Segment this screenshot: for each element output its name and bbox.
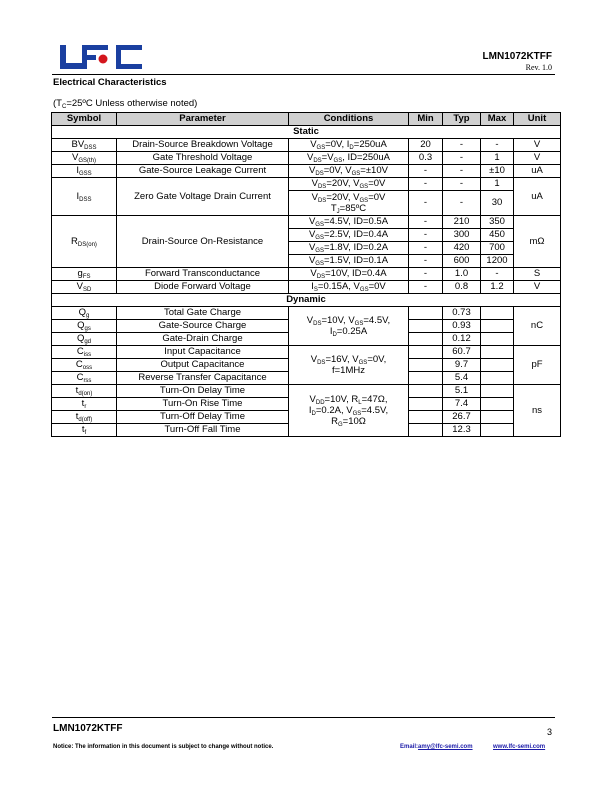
typ-cell: - bbox=[443, 178, 481, 191]
table-row bbox=[52, 307, 561, 320]
parameter-cell: Forward Transconductance bbox=[117, 268, 289, 281]
footer-website-link[interactable]: www.lfc-semi.com bbox=[493, 744, 546, 750]
parameter-cell: Gate-Source Leakage Current bbox=[117, 165, 289, 178]
conditions-cell: $V_{DS}=0V$, $V_{GS}=\pm 10V$ bbox=[289, 165, 409, 178]
min-cell bbox=[409, 307, 443, 320]
conditions-cell: $V_{GS}=0V$, $I_D=250uA$ bbox=[289, 139, 409, 152]
max-cell: 1 bbox=[481, 178, 514, 191]
unit-cell: V bbox=[514, 152, 561, 165]
parameter-cell: Gate Threshold Voltage bbox=[117, 152, 289, 165]
symbol-cell: $V_{GS(th)}$ bbox=[52, 152, 117, 165]
max-cell: 1200 bbox=[481, 255, 514, 268]
conditions-cell: $V_{GS}=1.5V$, ID=0.1A bbox=[289, 255, 409, 268]
col-header-unit: Unit bbox=[514, 113, 561, 126]
symbol-cell: $t_{d(off)}$ bbox=[52, 411, 117, 424]
max-cell bbox=[481, 320, 514, 333]
min-cell bbox=[409, 398, 443, 411]
min-cell bbox=[409, 372, 443, 385]
symbol-cell: $t_f$ bbox=[52, 424, 117, 437]
table-row bbox=[52, 346, 561, 359]
page-number: 3 bbox=[546, 727, 552, 737]
electrical-characteristics-table bbox=[51, 112, 561, 437]
parameter-cell: Reverse Transfer Capacitance bbox=[117, 372, 289, 385]
symbol-cell: $Q_{gs}$ bbox=[52, 320, 117, 333]
table-row bbox=[52, 165, 561, 178]
typ-cell: - bbox=[443, 165, 481, 178]
header-revision: Rev. 1.0 bbox=[525, 63, 552, 72]
typ-cell: 600 bbox=[443, 255, 481, 268]
typ-cell: - bbox=[443, 191, 481, 216]
max-cell: ±10 bbox=[481, 165, 514, 178]
max-cell bbox=[481, 307, 514, 320]
unit-cell: mΩ bbox=[514, 216, 561, 268]
conditions-cell: $V_{DS}=10V$, $V_{GS}=4.5V$, $I_D=0.25A$ bbox=[289, 307, 409, 346]
symbol-cell: $R_{DS(on)}$ bbox=[52, 216, 117, 268]
symbol-cell: $C_{oss}$ bbox=[52, 359, 117, 372]
max-cell bbox=[481, 411, 514, 424]
parameter-cell: Diode Forward Voltage bbox=[117, 281, 289, 294]
typ-cell: 0.93 bbox=[443, 320, 481, 333]
min-cell bbox=[409, 346, 443, 359]
unit-cell: V bbox=[514, 281, 561, 294]
min-cell: - bbox=[409, 229, 443, 242]
max-cell bbox=[481, 398, 514, 411]
typ-cell: 1.0 bbox=[443, 268, 481, 281]
conditions-cell: $V_{GS}=4.5V$, ID=0.5A bbox=[289, 216, 409, 229]
table-row bbox=[52, 216, 561, 229]
max-cell: - bbox=[481, 139, 514, 152]
min-cell: - bbox=[409, 165, 443, 178]
symbol-cell: $I_{DSS}$ bbox=[52, 178, 117, 216]
typ-cell: 9.7 bbox=[443, 359, 481, 372]
max-cell: 1.2 bbox=[481, 281, 514, 294]
typ-cell: 420 bbox=[443, 242, 481, 255]
header-part-number: LMN1072KTFF bbox=[482, 51, 552, 62]
min-cell: - bbox=[409, 268, 443, 281]
parameter-cell: Total Gate Charge bbox=[117, 307, 289, 320]
min-cell: - bbox=[409, 191, 443, 216]
conditions-cell: $V_{DD}=10V$, $R_L=47\Omega$, $I_D=0.2A$, $V_{GS}=4.5V$, $R_G=10\Omega$ bbox=[289, 385, 409, 437]
header-divider bbox=[52, 74, 555, 75]
typ-cell: 0.73 bbox=[443, 307, 481, 320]
min-cell bbox=[409, 359, 443, 372]
max-cell: - bbox=[481, 268, 514, 281]
symbol-cell: $t_r$ bbox=[52, 398, 117, 411]
max-cell: 350 bbox=[481, 216, 514, 229]
parameter-cell: Turn-On Rise Time bbox=[117, 398, 289, 411]
max-cell bbox=[481, 359, 514, 372]
symbol-cell: $C_{rss}$ bbox=[52, 372, 117, 385]
symbol-cell: $t_{d(on)}$ bbox=[52, 385, 117, 398]
conditions-cell: $I_S=0.15A$, $V_{GS}=0V$ bbox=[289, 281, 409, 294]
parameter-cell: Drain-Source Breakdown Voltage bbox=[117, 139, 289, 152]
lfc-logo bbox=[58, 45, 142, 69]
min-cell: - bbox=[409, 242, 443, 255]
min-cell bbox=[409, 385, 443, 398]
max-cell: 1 bbox=[481, 152, 514, 165]
max-cell: 30 bbox=[481, 191, 514, 216]
min-cell bbox=[409, 424, 443, 437]
typ-cell: - bbox=[443, 152, 481, 165]
typ-cell: 12.3 bbox=[443, 424, 481, 437]
typ-cell: 0.8 bbox=[443, 281, 481, 294]
parameter-cell: Turn-Off Delay Time bbox=[117, 411, 289, 424]
table-row bbox=[52, 139, 561, 152]
min-cell: 20 bbox=[409, 139, 443, 152]
max-cell: 700 bbox=[481, 242, 514, 255]
parameter-cell: Turn-On Delay Time bbox=[117, 385, 289, 398]
typ-cell: 0.12 bbox=[443, 333, 481, 346]
parameter-cell: Gate-Source Charge bbox=[117, 320, 289, 333]
typ-cell: 300 bbox=[443, 229, 481, 242]
typ-cell: 26.7 bbox=[443, 411, 481, 424]
symbol-cell: $I_{GSS}$ bbox=[52, 165, 117, 178]
max-cell bbox=[481, 372, 514, 385]
section-label-dynamic: Dynamic bbox=[52, 294, 561, 307]
table-row bbox=[52, 178, 561, 191]
symbol-cell: $V_{SD}$ bbox=[52, 281, 117, 294]
conditions-cell: $V_{DS}=16V$, $V_{GS}=0V$, f=1MHz bbox=[289, 346, 409, 385]
conditions-cell: $V_{DS}=20V$, $V_{GS}=0V$ $T_J=85ºC$ bbox=[289, 191, 409, 216]
min-cell: - bbox=[409, 281, 443, 294]
min-cell bbox=[409, 333, 443, 346]
min-cell bbox=[409, 411, 443, 424]
conditions-cell: $V_{DS}=10V$, ID=0.4A bbox=[289, 268, 409, 281]
unit-cell: nC bbox=[514, 307, 561, 346]
col-header-parameter: Parameter bbox=[117, 113, 289, 126]
unit-cell: uA bbox=[514, 165, 561, 178]
footer-divider bbox=[52, 717, 555, 718]
max-cell bbox=[481, 424, 514, 437]
min-cell: - bbox=[409, 216, 443, 229]
col-header-max: Max bbox=[481, 113, 514, 126]
unit-cell: pF bbox=[514, 346, 561, 385]
parameter-cell: Drain-Source On-Resistance bbox=[117, 216, 289, 268]
parameter-cell: Gate-Drain Charge bbox=[117, 333, 289, 346]
typ-cell: 5.1 bbox=[443, 385, 481, 398]
typ-cell: 210 bbox=[443, 216, 481, 229]
unit-cell: ns bbox=[514, 385, 561, 437]
col-header-conditions: Conditions bbox=[289, 113, 409, 126]
typ-cell: 7.4 bbox=[443, 398, 481, 411]
max-cell bbox=[481, 346, 514, 359]
symbol-cell: $C_{iss}$ bbox=[52, 346, 117, 359]
conditions-cell: $V_{DS}=20V$, $V_{GS}=0V$ bbox=[289, 178, 409, 191]
parameter-cell: Turn-Off Fall Time bbox=[117, 424, 289, 437]
footer-notice: Notice: The information in this document is subject to change without notice. bbox=[53, 744, 274, 750]
unit-cell: uA bbox=[514, 178, 561, 216]
col-header-typ: Typ bbox=[443, 113, 481, 126]
min-cell: - bbox=[409, 255, 443, 268]
max-cell: 450 bbox=[481, 229, 514, 242]
footer-part-number: LMN1072KTFF bbox=[53, 723, 123, 734]
unit-cell: S bbox=[514, 268, 561, 281]
min-cell: - bbox=[409, 178, 443, 191]
col-header-min: Min bbox=[409, 113, 443, 126]
section-title: Electrical Characteristics bbox=[53, 77, 167, 88]
col-header-symbol: Symbol bbox=[52, 113, 117, 126]
table-row bbox=[52, 385, 561, 398]
typ-cell: - bbox=[443, 139, 481, 152]
table-row bbox=[52, 152, 561, 165]
section-row-dynamic bbox=[52, 294, 561, 307]
symbol-cell: $BV_{DSS}$ bbox=[52, 139, 117, 152]
symbol-cell: $Q_{gd}$ bbox=[52, 333, 117, 346]
section-row-static bbox=[52, 126, 561, 139]
symbol-cell: $g_{FS}$ bbox=[52, 268, 117, 281]
condition-note: ($T_C=25ºC$ Unless otherwise noted) bbox=[53, 98, 198, 110]
conditions-cell: $V_{DS}=V_{GS}$, ID=250uA bbox=[289, 152, 409, 165]
max-cell bbox=[481, 333, 514, 346]
footer-email-link[interactable]: Email:amy@lfc-semi.com bbox=[400, 744, 473, 750]
parameter-cell: Output Capacitance bbox=[117, 359, 289, 372]
conditions-cell: $V_{GS}=2.5V$, ID=0.4A bbox=[289, 229, 409, 242]
typ-cell: 60.7 bbox=[443, 346, 481, 359]
table-row bbox=[52, 281, 561, 294]
symbol-cell: $Q_g$ bbox=[52, 307, 117, 320]
table-header-row bbox=[52, 113, 561, 126]
conditions-cell: $V_{GS}=1.8V$, ID=0.2A bbox=[289, 242, 409, 255]
section-label-static: Static bbox=[52, 126, 561, 139]
min-cell bbox=[409, 320, 443, 333]
min-cell: 0.3 bbox=[409, 152, 443, 165]
parameter-cell: Zero Gate Voltage Drain Current bbox=[117, 178, 289, 216]
table-row bbox=[52, 268, 561, 281]
max-cell bbox=[481, 385, 514, 398]
parameter-cell: Input Capacitance bbox=[117, 346, 289, 359]
unit-cell: V bbox=[514, 139, 561, 152]
typ-cell: 5.4 bbox=[443, 372, 481, 385]
